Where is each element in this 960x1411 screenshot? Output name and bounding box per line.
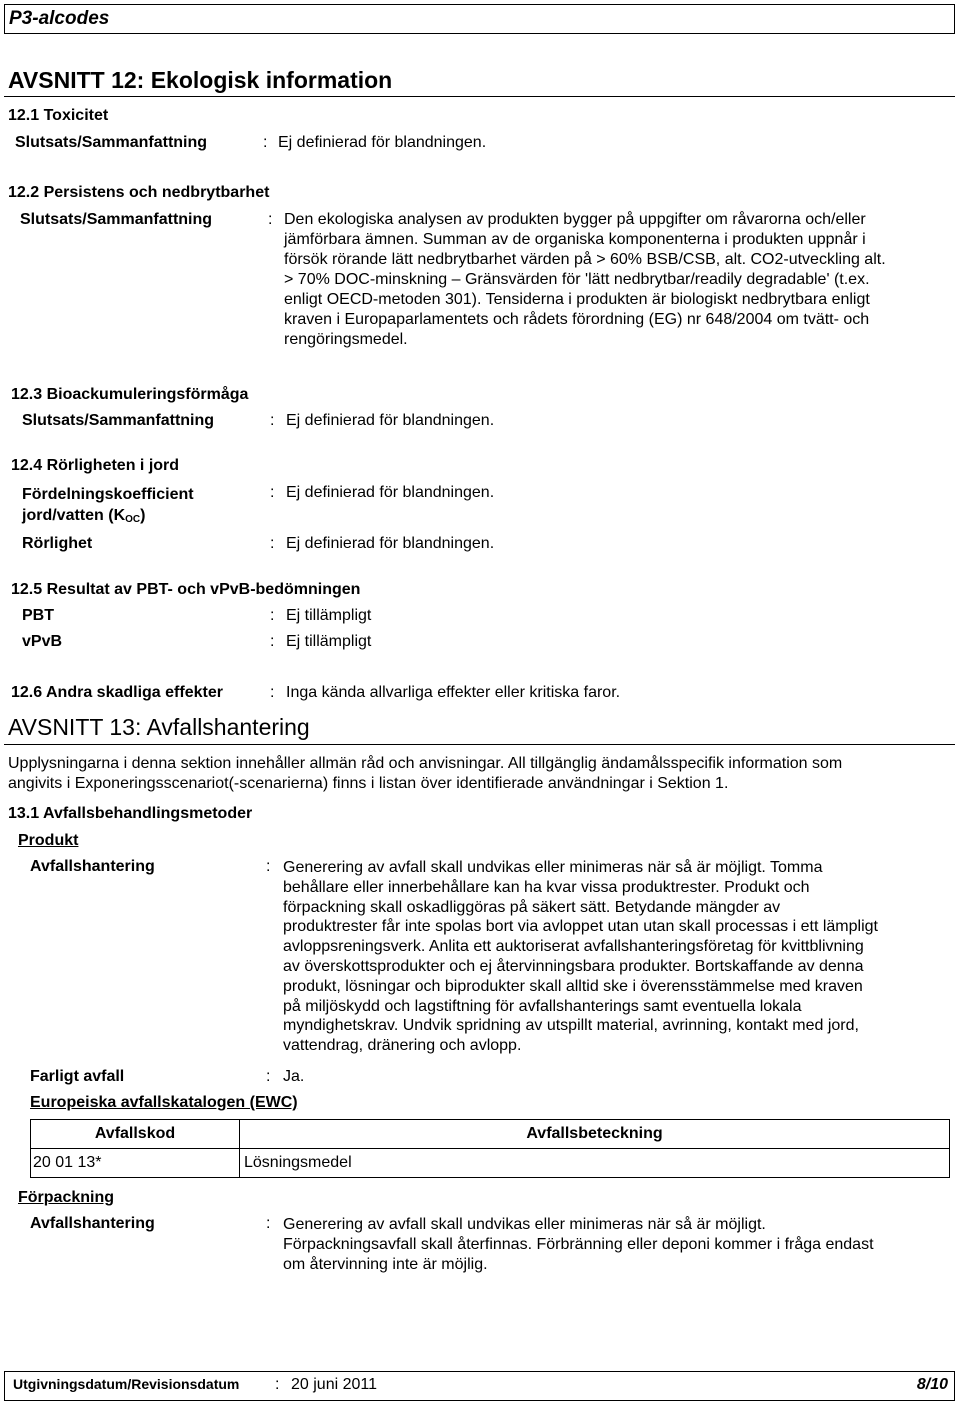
text-line: behållare eller innerbehållare kan ha kvar vissa produktrester. Produkt och	[283, 878, 810, 896]
text-line: av överskottsprodukter och ej återvinningsbara produkter. Bortskaffande av denna	[283, 957, 864, 975]
text-line: Upplysningarna i denna sektion innehåller allmän råd och anvisningar. All tillgänglig ändamålsspecifik information som	[8, 755, 843, 772]
footer-date-label: Utgivningsdatum/Revisionsdatum	[13, 1376, 240, 1392]
value-vpvb: Ej tillämpligt	[286, 633, 372, 650]
colon: :	[266, 1215, 271, 1232]
heading-12-6: 12.6 Andra skadliga effekter	[11, 684, 223, 701]
value-12-1: Ej definierad för blandningen.	[278, 134, 487, 151]
value-12-2	[284, 210, 954, 350]
subscript: OC	[125, 514, 141, 525]
text-line: vattendrag, dränering och avlopp.	[283, 1037, 522, 1055]
colon: :	[270, 412, 275, 429]
text-line: produktrester får inte spolas bort via avloppet utan utan skall processas i ett lämpligt	[283, 918, 878, 936]
section-12-title: AVSNITT 12: Ekologisk information	[8, 67, 393, 93]
value-farligt-avfall: Ja.	[283, 1068, 305, 1085]
value-12-4-rorlighet: Ej definierad för blandningen.	[286, 535, 495, 552]
value-avfallshantering-produkt	[283, 858, 953, 1056]
label-12-4-koc	[22, 484, 194, 530]
colon: :	[270, 484, 275, 501]
label-12-1: Slutsats/Sammanfattning	[15, 134, 208, 151]
colon: :	[268, 211, 273, 228]
text-line: Förpackningsavfall skall återfinnas. Förbränning eller deponi kommer i fråga endast	[283, 1235, 874, 1253]
label-text: jord/vatten (K	[22, 507, 126, 524]
text-line: avloppsreningsverk. Anlita ett auktoriserat avfallshanteringsföretag för kvittblivning	[283, 938, 864, 956]
label-line	[22, 505, 194, 530]
label-line: Fördelningskoefficient	[22, 486, 194, 503]
column-header-avfallskod: Avfallskod	[31, 1120, 240, 1149]
text-line: Generering av avfall skall undvikas eller minimeras när så är möjligt. Tomma	[283, 859, 823, 876]
text-line: på miljöskydd och lagstiftning för avfallshanterings samt eventuella lokala	[283, 997, 802, 1015]
section-13-intro	[8, 754, 953, 794]
colon: :	[263, 134, 268, 151]
text-line: förpackning skall oskadliggöras på säkert sätt. Betydande mängder av	[283, 898, 781, 916]
label-12-3: Slutsats/Sammanfattning	[22, 412, 215, 429]
heading-12-4: 12.4 Rörligheten i jord	[11, 457, 180, 474]
label-avfallshantering-forpackning: Avfallshantering	[30, 1215, 155, 1232]
heading-12-1: 12.1 Toxicitet	[8, 107, 109, 124]
colon: :	[266, 1068, 271, 1085]
text-line: Generering av avfall skall undvikas eller minimeras när så är möjligt.	[283, 1216, 766, 1233]
text-line: enligt OECD-metoden 301). Tensiderna i produkten är biologiskt nedbrytbara enligt	[284, 291, 870, 308]
heading-12-5: 12.5 Resultat av PBT- och vPvB-bedömningen	[11, 581, 361, 598]
heading-12-3: 12.3 Bioackumuleringsförmåga	[11, 386, 249, 403]
text-line: myndighetskrav. Undvik spridning av utspillt material, avrinning, kontakt med jord,	[283, 1017, 859, 1035]
colon: :	[275, 1376, 280, 1393]
text-line: försök rörande lätt nedbrytbarhet värden på > 60% BSB/CSB, alt. CO2-utveckling alt.	[284, 251, 886, 268]
heading-ewc: Europeiska avfallskatalogen (EWC)	[30, 1094, 298, 1111]
text-line: rengöringsmedel.	[284, 331, 408, 348]
colon: :	[270, 633, 275, 650]
text-line: jämförbara ämnen. Summan av de organiska komponenterna i produkten uppnår i	[284, 231, 866, 248]
label-text: )	[140, 507, 146, 524]
text-line: Den ekologiska analysen av produkten bygger på uppgifter om råvarorna och/eller	[284, 211, 866, 228]
section-13-title: AVSNITT 13: Avfallshantering	[8, 714, 310, 740]
divider	[4, 96, 955, 97]
cell-avfallsbeteckning: Lösningsmedel	[240, 1149, 950, 1178]
value-12-4-koc: Ej definierad för blandningen.	[286, 484, 495, 501]
value-12-6: Inga kända allvarliga effekter eller kritiska faror.	[286, 684, 621, 701]
label-farligt-avfall: Farligt avfall	[30, 1068, 125, 1085]
heading-13-1: 13.1 Avfallsbehandlingsmetoder	[8, 805, 253, 822]
text-line: > 70% DOC-minskning – Gränsvärden för 'lätt nedbrytbar/readily degradable' (t.ex.	[284, 271, 870, 288]
document-header-title: P3-alcodes	[9, 8, 110, 29]
colon: :	[270, 535, 275, 552]
header-bar	[4, 4, 955, 34]
table-header-row	[31, 1120, 950, 1149]
column-header-avfallsbeteckning: Avfallsbeteckning	[240, 1120, 950, 1149]
label-pbt: PBT	[22, 607, 54, 624]
value-avfallshantering-forpackning	[283, 1215, 953, 1274]
label-12-4-rorlighet: Rörlighet	[22, 535, 93, 552]
label-vpvb: vPvB	[22, 633, 63, 650]
colon: :	[266, 858, 271, 875]
label-avfallshantering-produkt: Avfallshantering	[30, 858, 155, 875]
text-line: om återvinning inte är möjlig.	[283, 1255, 488, 1273]
divider	[4, 744, 955, 745]
heading-forpackning: Förpackning	[18, 1189, 115, 1206]
colon: :	[270, 607, 275, 624]
footer-date-value: 20 juni 2011	[291, 1376, 377, 1393]
colon: :	[270, 684, 275, 701]
text-line: angivits i Exponeringsscenariot(-scenarierna) finns i listan över identifierade användningar i Sektion 1.	[8, 775, 729, 792]
ewc-table	[30, 1119, 950, 1178]
footer-bar	[4, 1371, 955, 1401]
text-line: produkt, lösningar och biprodukter skall alltid ske i överensstämmelse med kraven	[283, 977, 863, 995]
heading-12-2: 12.2 Persistens och nedbrytbarhet	[8, 184, 270, 201]
label-12-2: Slutsats/Sammanfattning	[20, 211, 213, 228]
value-12-3: Ej definierad för blandningen.	[286, 412, 495, 429]
value-pbt: Ej tillämpligt	[286, 607, 372, 624]
cell-avfallskod: 20 01 13*	[31, 1149, 240, 1178]
page-number: 8/10	[916, 1376, 948, 1393]
heading-produkt: Produkt	[18, 832, 79, 849]
table-row	[31, 1149, 950, 1178]
text-line: kraven i Europaparlamentets och rådets förordning (EG) nr 648/2004 om tvätt- och	[284, 311, 870, 328]
